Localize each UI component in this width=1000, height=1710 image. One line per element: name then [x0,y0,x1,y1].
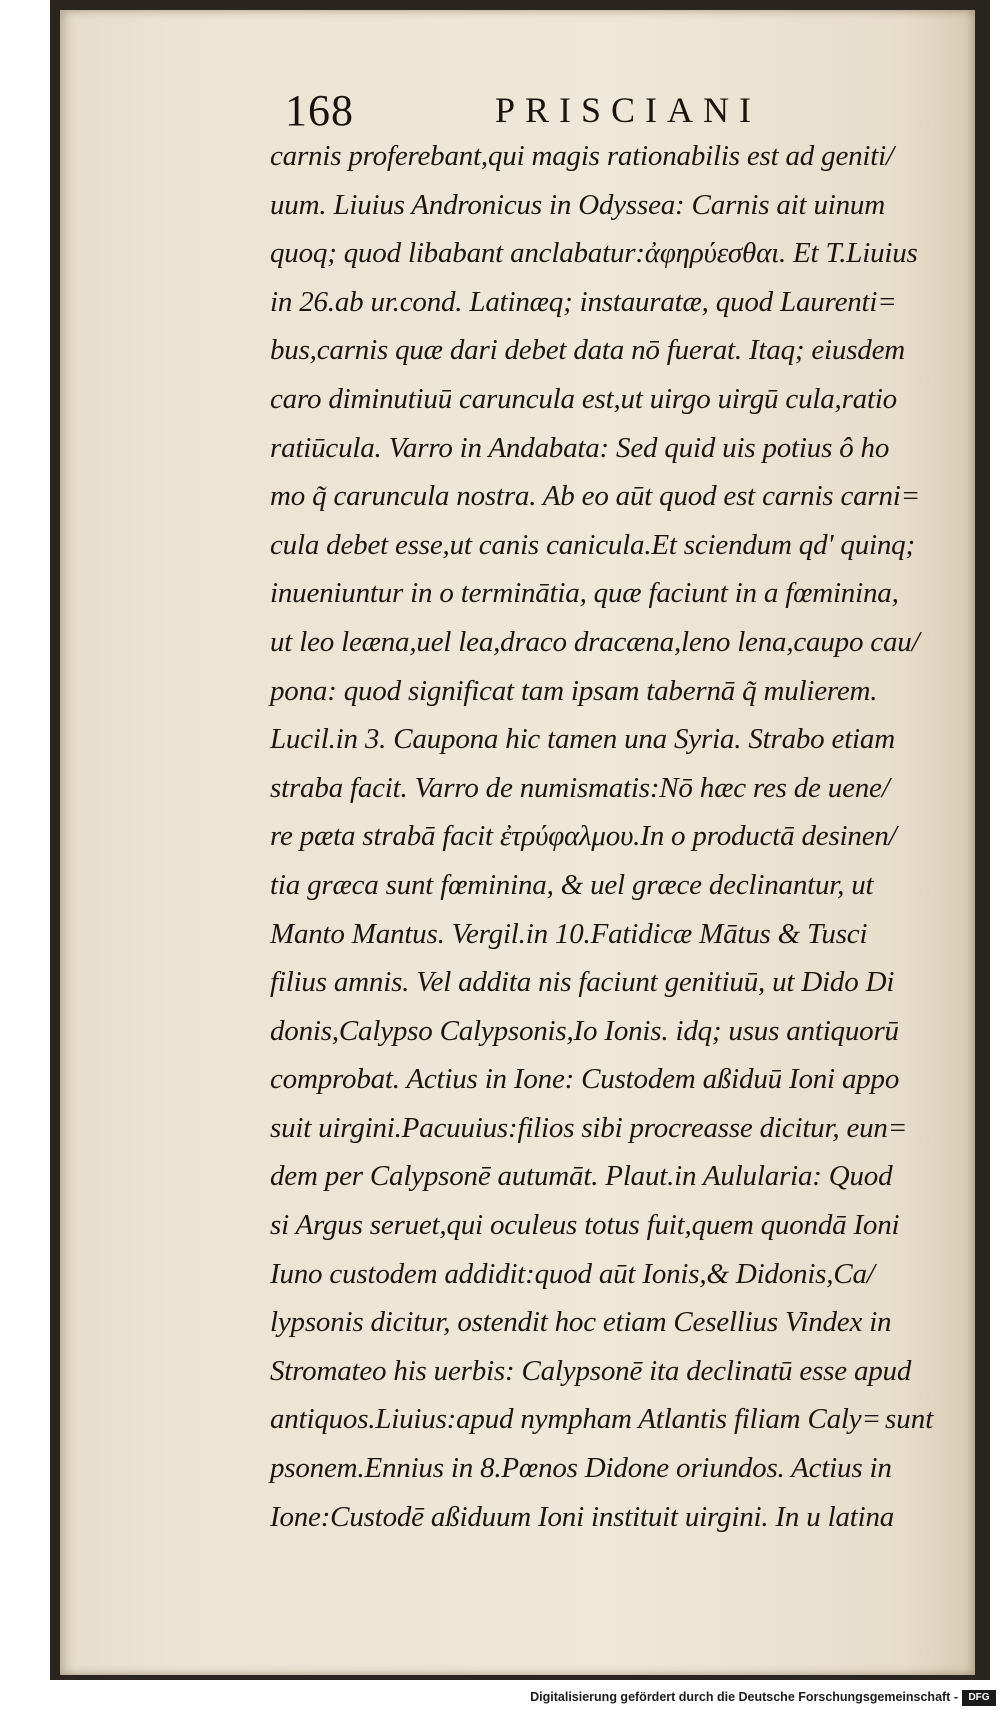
text-line: cula debet esse,ut canis canicula.Et sciendum qd' quinq; [270,528,915,561]
text-line: Manto Mantus. Vergil.in 10.Fatidicæ Mātus & Tusci [270,917,868,950]
catchword: sunt [885,1403,934,1435]
text-line: antiquos.Liuius:apud nympham Atlantis filiam Caly= [270,1403,881,1436]
text-line: lypsonis dicitur, ostendit hoc etiam Cesellius Vindex in [270,1306,892,1339]
text-line: in 26.ab ur.cond. Latinæq; instauratæ, quod Laurenti= [270,285,897,318]
text-line: carnis proferebant,qui magis rationabilis est ad geniti/ [270,140,894,172]
text-line: Iuno custodem addidit:quod aūt Ionis,& Didonis,Ca/ [270,1257,875,1290]
text-line: bus,carnis quæ dari debet data nō fuerat. Itaq; eiusdem [270,334,906,367]
text-line: donis,Calypso Calypsonis,Io Ionis. idq; usus antiquorū [270,1014,899,1047]
text-line: ratiūcula. Varro in Andabata: Sed quid uis potius ô ho [270,431,890,464]
text-line: caro diminutiuū caruncula est,ut uirgo uirgū cula,ratio [270,382,897,415]
text-line: suit uirgini.Pacuuius:filios sibi procreasse dicitur, eun= [270,1111,908,1144]
text-line: filius amnis. Vel addita nis faciunt genitiuū, ut Dido Di [270,966,895,999]
text-line: uum. Liuius Andronicus in Odyssea: Carnis ait uinum [270,188,885,221]
text-line: psonem.Ennius in 8.Pœnos Didone oriundos. Actius in [270,1452,892,1485]
text-line: inueniuntur in o terminātia, quæ faciunt in a fœminina, [270,577,899,610]
running-head: PRISCIANI [495,90,762,130]
text-line: straba facit. Varro de numismatis:Nō hæc res de uene/ [270,771,890,804]
footer-bar [0,1688,1000,1710]
text-line: Lucil.in 3. Caupona hic tamen una Syria. Strabo etiam [270,723,895,756]
text-line: comprobat. Actius in Ione: Custodem aßiduū Ioni appo [270,1063,900,1096]
text-line: mo q̃ caruncula nostra. Ab eo aūt quod est carnis carni= [270,480,921,513]
page-number: 168 [285,86,354,135]
funding-credit: Digitalisierung gefördert durch die Deutsche Forschungsgemeinschaft - [530,1690,958,1704]
text-line: quoq; quod libabant anclabatur:ἀφηρύεσθαι. Et T.Liuius [270,237,918,270]
text-line: Stromateo his uerbis: Calypsonē ita declinatū esse apud [270,1354,912,1387]
text-line: ut leo leæna,uel lea,draco dracæna,leno lena,caupo cau/ [270,625,920,658]
text-line: re pæta strabā facit ἐτρύφαλμου.In o productā desinen/ [270,820,897,853]
page-header [285,85,845,135]
text-line: tia græca sunt fœminina, & uel græce declinantur, ut [270,868,874,901]
text-block [270,132,960,1541]
text-line: pona: quod significat tam ipsam tabernā q̃ mulierem. [270,674,878,707]
text-line: dem per Calypsonē autumāt. Plaut.in Aulularia: Quod [270,1160,893,1193]
text-line: si Argus seruet,qui oculeus totus fuit,quem quondā Ioni [270,1209,900,1242]
dfg-logo: DFG [962,1690,996,1706]
text-line: Ione:Custodē aßiduum Ioni instituit uirgini. In u latina [270,1500,895,1533]
